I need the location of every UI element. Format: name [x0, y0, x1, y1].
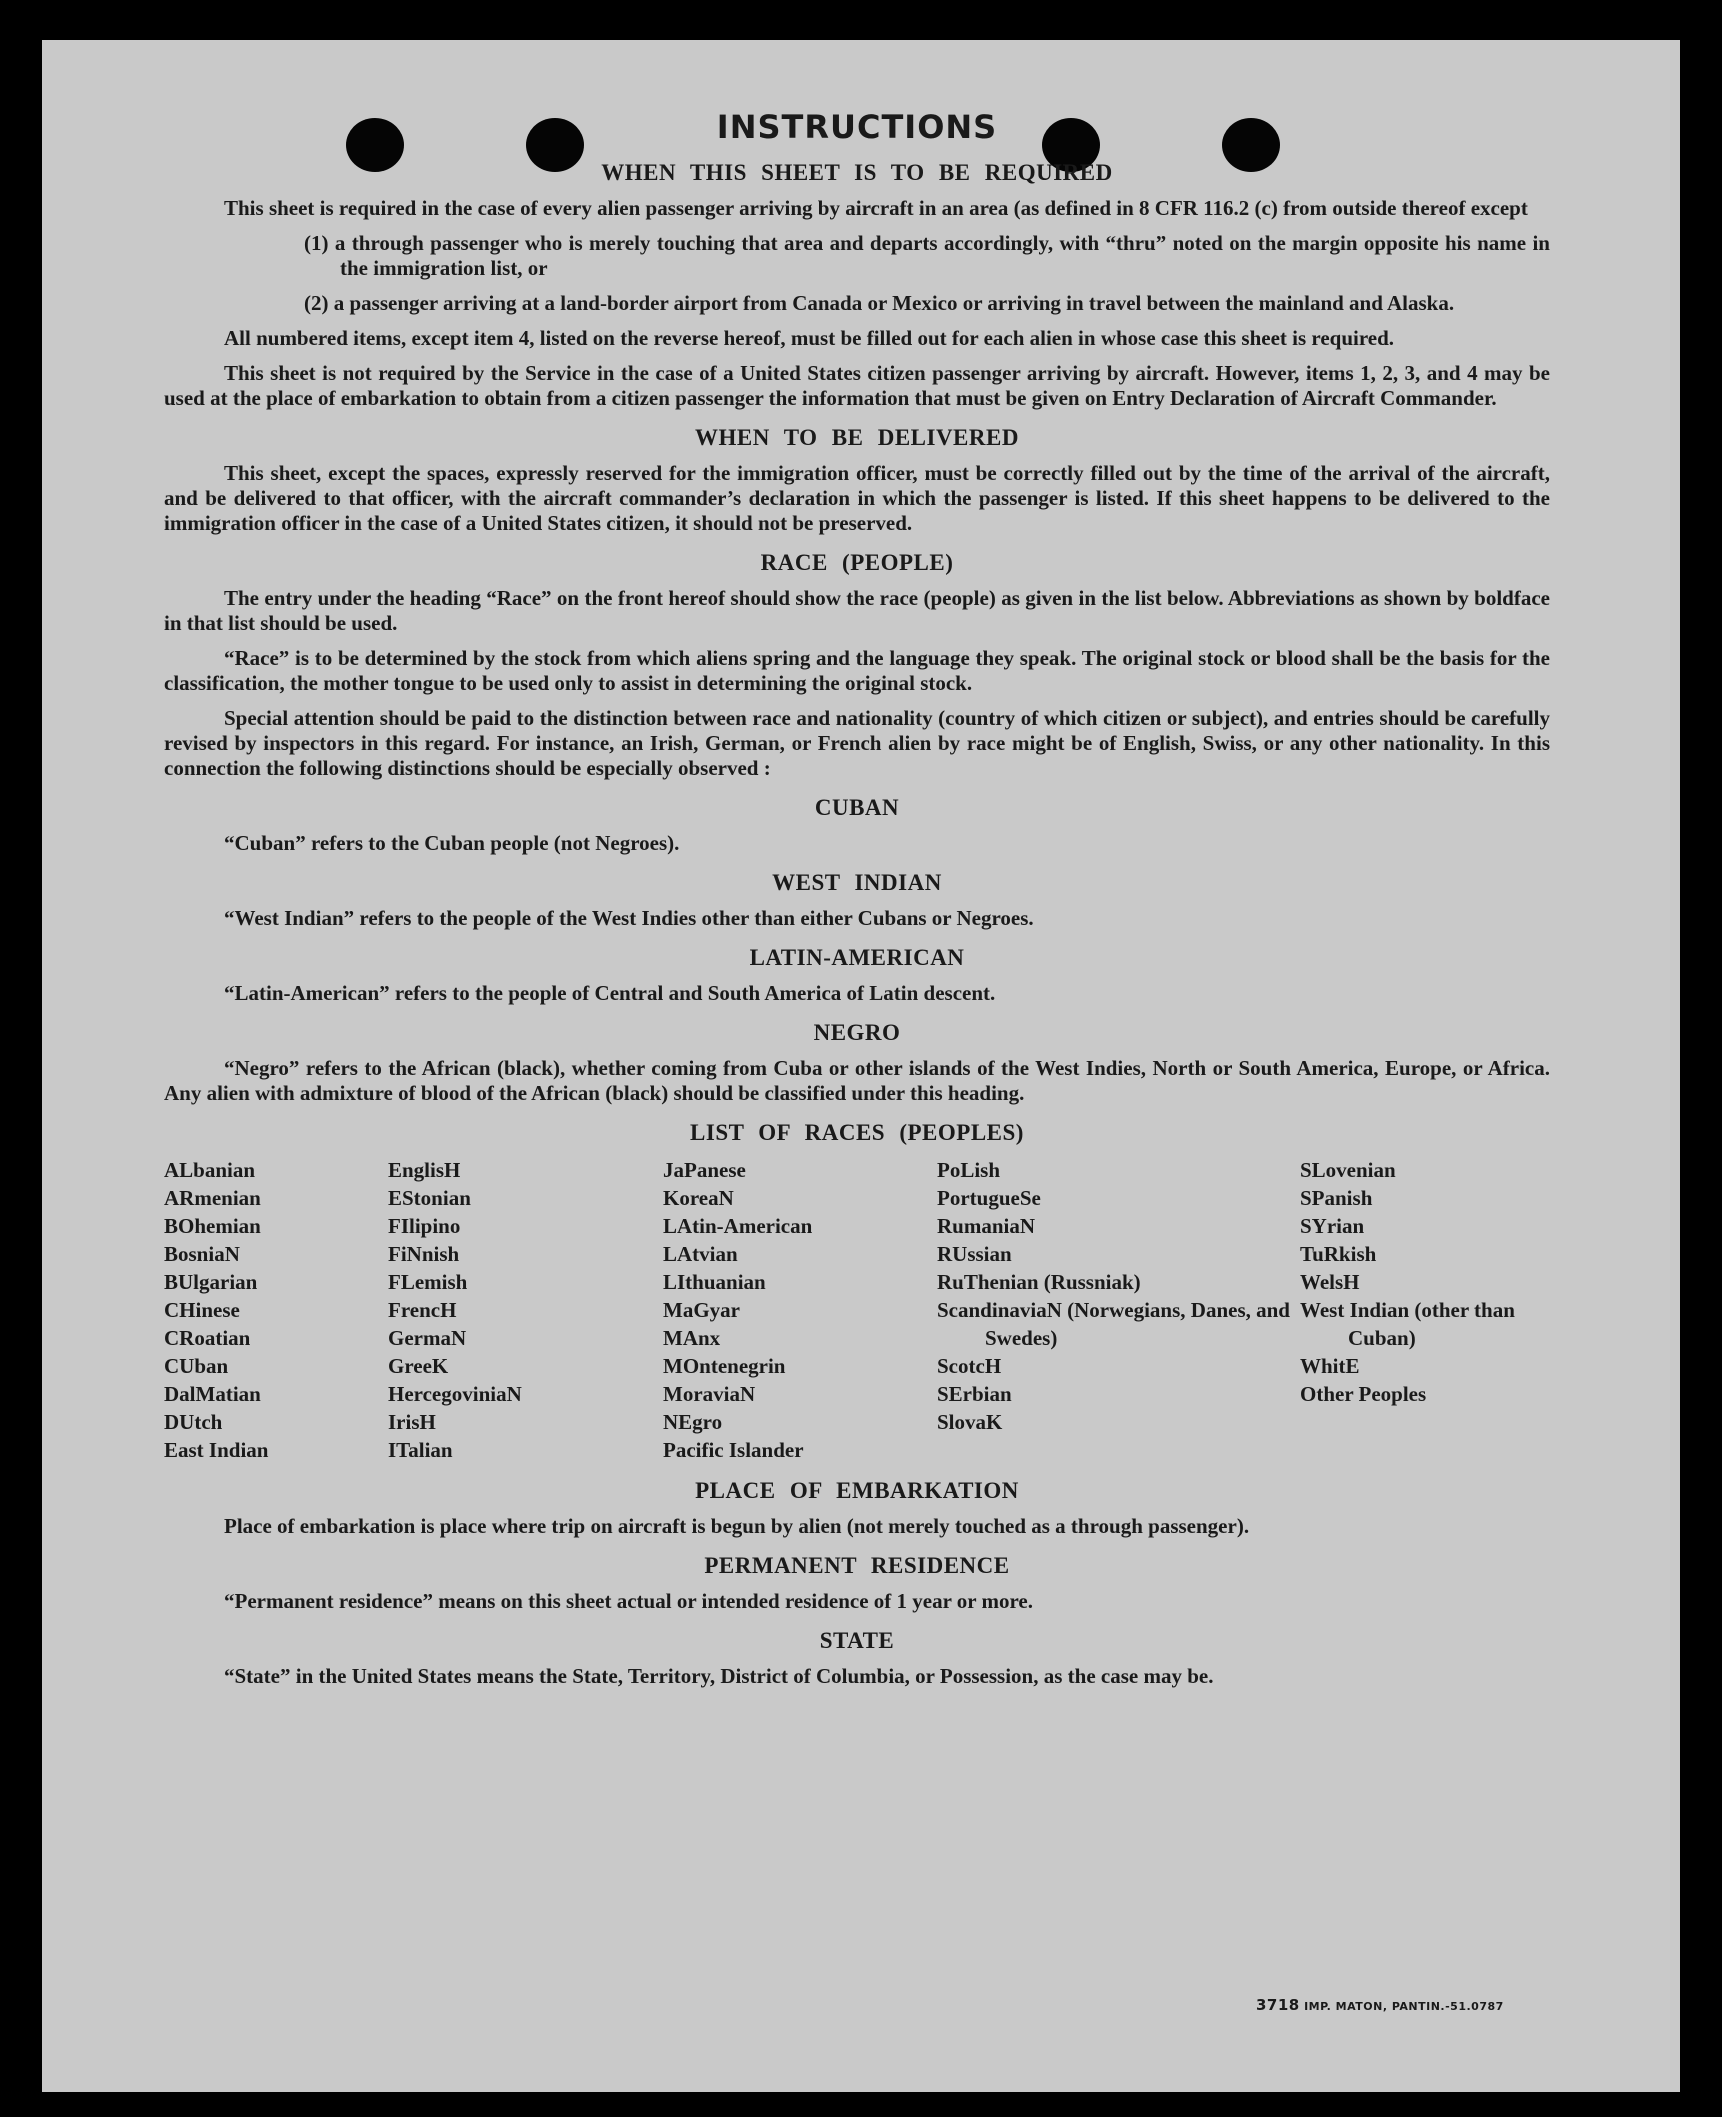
- race-item: MaGyar: [663, 1298, 740, 1322]
- form-number: 3718: [1256, 1996, 1300, 2014]
- race-item: FiNnish: [388, 1242, 460, 1266]
- section-heading: LATIN-AMERICAN: [749, 945, 965, 970]
- printer-imprint: [1256, 1996, 1504, 2014]
- paragraph: “West Indian” refers to the people of the West Indies other than either Cubans or Negroes.: [224, 906, 1034, 930]
- race-item: PortugueSe: [937, 1186, 1041, 1210]
- section-heading: WEST INDIAN: [772, 870, 942, 895]
- paragraph: This sheet, except the spaces, expressly reserved for the immigration officer, must be correctly filled out by the time of the arrival of the aircraft, and be delivered to that officer, with the aircraft commander’s declaration in which the passenger is listed. If this sheet happens to be delivered to the immigration officer in the case of a United States citizen, it should not be preserved.: [164, 461, 1550, 535]
- race-item: EnglisH: [388, 1158, 461, 1182]
- race-item: SErbian: [937, 1382, 1012, 1406]
- section-heading: WHEN THIS SHEET IS TO BE REQUIRED: [601, 160, 1113, 185]
- race-item: ARmenian: [164, 1186, 261, 1210]
- race-column: [388, 1156, 663, 1464]
- race-item: KoreaN: [663, 1186, 734, 1210]
- race-item: LIthuanian: [663, 1270, 766, 1294]
- race-item: WelsH: [1300, 1270, 1360, 1294]
- race-item: ITalian: [388, 1438, 453, 1462]
- race-item: RuThenian (Russniak): [937, 1270, 1141, 1294]
- section-heading: CUBAN: [814, 795, 900, 820]
- race-column: [1300, 1156, 1550, 1464]
- race-item: EStonian: [388, 1186, 471, 1210]
- paragraph: Place of embarkation is place where trip on aircraft is begun by alien (not merely touched as a through passenger).: [224, 1514, 1250, 1538]
- race-item: DalMatian: [164, 1382, 261, 1406]
- paragraph: The entry under the heading “Race” on the front hereof should show the race (people) as given in the list below. Abbreviations as shown by boldface in that list should be used.: [164, 586, 1550, 635]
- race-item: ALbanian: [164, 1158, 256, 1182]
- race-item: SlovaK: [937, 1410, 1003, 1434]
- section-heading: LIST OF RACES (PEOPLES): [690, 1120, 1024, 1145]
- section-heading: WHEN TO BE DELIVERED: [695, 425, 1019, 450]
- race-item: MoraviaN: [663, 1382, 756, 1406]
- numbered-item: (1) a through passenger who is merely touching that area and departs accordingly, with “thru” noted on the margin opposite his name in the immigration list, or: [304, 231, 1550, 280]
- race-list: [164, 1156, 1550, 1464]
- race-item: Other Peoples: [1300, 1382, 1427, 1406]
- race-item: ScandinaviaN (Norwegians, Danes, and Swedes): [937, 1298, 1290, 1350]
- paragraph: Special attention should be paid to the distinction between race and nationality (country of which citizen or subject), and entries should be carefully revised by inspectors in this regard. For instance, an Irish, German, or French alien by race might be of English, Swiss, or any other nationality. In this connection the following distinctions should be especially observed :: [164, 706, 1550, 780]
- race-item: West Indian (other than Cuban): [1300, 1298, 1515, 1350]
- instructions-page: [164, 108, 1550, 1699]
- printer-name: IMP. MATON, PANTIN.-51.0787: [1304, 2000, 1504, 2013]
- race-item: RumaniaN: [937, 1214, 1036, 1238]
- race-item: CUban: [164, 1354, 229, 1378]
- race-column: [937, 1156, 1300, 1464]
- section-heading: NEGRO: [813, 1020, 901, 1045]
- race-column: [663, 1156, 937, 1464]
- race-item: DUtch: [164, 1410, 223, 1434]
- race-item: MAnx: [663, 1326, 721, 1350]
- race-item: ScotcH: [937, 1354, 1002, 1378]
- section-heading: PERMANENT RESIDENCE: [704, 1553, 1010, 1578]
- race-item: IrisH: [388, 1410, 436, 1434]
- paragraph: “Permanent residence” means on this sheet actual or intended residence of 1 year or more.: [224, 1589, 1033, 1613]
- race-item: CRoatian: [164, 1326, 251, 1350]
- paragraph: “State” in the United States means the State, Territory, District of Columbia, or Possession, as the case may be.: [224, 1664, 1214, 1688]
- race-item: LAtvian: [663, 1242, 738, 1266]
- race-item: SPanish: [1300, 1186, 1373, 1210]
- paragraph: This sheet is not required by the Service in the case of a United States citizen passenger arriving by aircraft. However, items 1, 2, 3, and 4 may be used at the place of embarkation to obtain from a citizen passenger the information that must be given on Entry Declaration of Aircraft Commander.: [164, 361, 1550, 410]
- race-item: GreeK: [388, 1354, 449, 1378]
- race-column: [164, 1156, 388, 1464]
- race-item: WhitE: [1300, 1354, 1360, 1378]
- race-item: MOntenegrin: [663, 1354, 786, 1378]
- race-item: BUlgarian: [164, 1270, 258, 1294]
- race-item: RUssian: [937, 1242, 1012, 1266]
- numbered-item: (2) a passenger arriving at a land-border airport from Canada or Mexico or arriving in travel between the mainland and Alaska.: [304, 291, 1455, 315]
- section-heading: PLACE OF EMBARKATION: [695, 1478, 1019, 1503]
- race-item: BosniaN: [164, 1242, 240, 1266]
- paragraph: “Negro” refers to the African (black), whether coming from Cuba or other islands of the West Indies, North or South America, Europe, or Africa. Any alien with admixture of blood of the African (black) should be classified under this heading.: [164, 1056, 1550, 1105]
- race-item: CHinese: [164, 1298, 240, 1322]
- paragraph: “Latin-American” refers to the people of Central and South America of Latin descent.: [224, 981, 996, 1005]
- paragraph: “Race” is to be determined by the stock from which aliens spring and the language they speak. The original stock or blood shall be the basis for the classification, the mother tongue to be used only to assist in determining the original stock.: [164, 646, 1550, 695]
- paragraph: This sheet is required in the case of every alien passenger arriving by aircraft in an area (as defined in 8 CFR 116.2 (c) from outside thereof except: [224, 196, 1528, 220]
- paragraph: All numbered items, except item 4, listed on the reverse hereof, must be filled out for each alien in whose case this sheet is required.: [224, 326, 1395, 350]
- race-item: NEgro: [663, 1410, 723, 1434]
- race-item: FrencH: [388, 1298, 457, 1322]
- race-item: SLovenian: [1300, 1158, 1396, 1182]
- race-item: SYrian: [1300, 1214, 1365, 1238]
- paragraph: “Cuban” refers to the Cuban people (not Negroes).: [224, 831, 680, 855]
- race-item: LAtin-American: [663, 1214, 813, 1238]
- page-title: INSTRUCTIONS: [716, 108, 998, 146]
- section-heading: STATE: [819, 1628, 895, 1653]
- race-item: East Indian: [164, 1438, 269, 1462]
- race-item: Pacific Islander: [663, 1438, 804, 1462]
- race-item: JaPanese: [663, 1158, 746, 1182]
- race-item: HercegoviniaN: [388, 1382, 522, 1406]
- race-item: PoLish: [937, 1158, 1001, 1182]
- race-item: GermaN: [388, 1326, 467, 1350]
- race-item: BOhemian: [164, 1214, 261, 1238]
- race-item: FLemish: [388, 1270, 468, 1294]
- race-item: TuRkish: [1300, 1242, 1377, 1266]
- race-item: FIlipino: [388, 1214, 461, 1238]
- section-heading: RACE (PEOPLE): [760, 550, 954, 575]
